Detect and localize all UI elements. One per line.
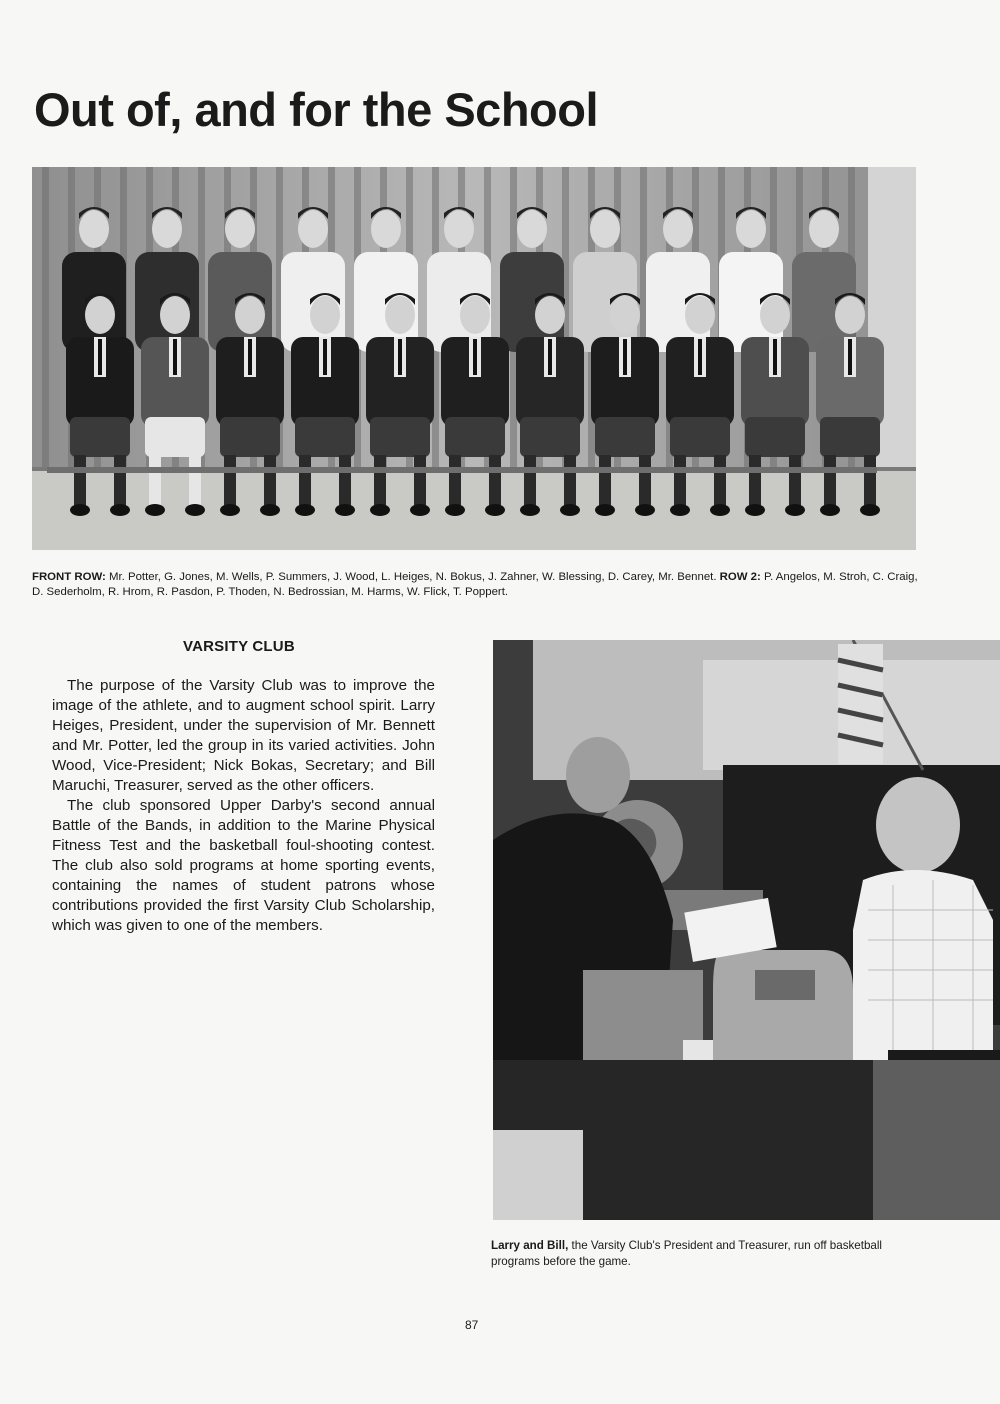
page-number: 87: [465, 1318, 479, 1332]
caption-row2-names: P. Angelos, M. Stroh, C. Craig, D. Sederholm, R. Hrom, R. Pasdon, P. Thoden, N. Bedrossian, M. Harms, W. Flick, T. Poppert.: [32, 571, 918, 598]
caption-front-row-label: FRONT ROW:: [32, 571, 106, 583]
article-paragraph: The club sponsored Upper Darby's second annual Battle of the Bands, in addition to the Marine Physical Fitness Test and the basketball foul-shooting contest. The club also sold programs at home sporting events, containing the names of student patrons whose contributions provided the first Varsity Club Scholarship, which was given to one of the members.: [52, 797, 435, 934]
caption-front-row-names: Mr. Potter, G. Jones, M. Wells, P. Summers, J. Wood, L. Heiges, N. Bokus, J. Zahner, W. Blessing, D. Carey, Mr. Bennet.: [105, 571, 720, 583]
page-title: Out of, and for the School: [34, 83, 599, 136]
group-photo-caption: [32, 570, 922, 600]
desk-photo: [493, 640, 1000, 1220]
article-body: [52, 676, 435, 936]
group-photo: [32, 167, 916, 550]
desk-photo-caption: [491, 1238, 931, 1270]
desk-caption-text: the Varsity Club's President and Treasurer, run off basketball programs before the game.: [491, 1239, 883, 1268]
section-heading: VARSITY CLUB: [183, 638, 295, 655]
desk-caption-lead: Larry and Bill,: [491, 1239, 569, 1252]
caption-row2-label: ROW 2:: [719, 571, 761, 583]
article-paragraph: The purpose of the Varsity Club was to improve the image of the athlete, and to augment school spirit. Larry Heiges, President, under the supervision of Mr. Bennett and Mr. Potter, led the group in its varied activities. John Wood, Vice-President; Nick Bokas, Secretary; and Bill Maruchi, Treasurer, served as the other officers.: [52, 677, 435, 794]
